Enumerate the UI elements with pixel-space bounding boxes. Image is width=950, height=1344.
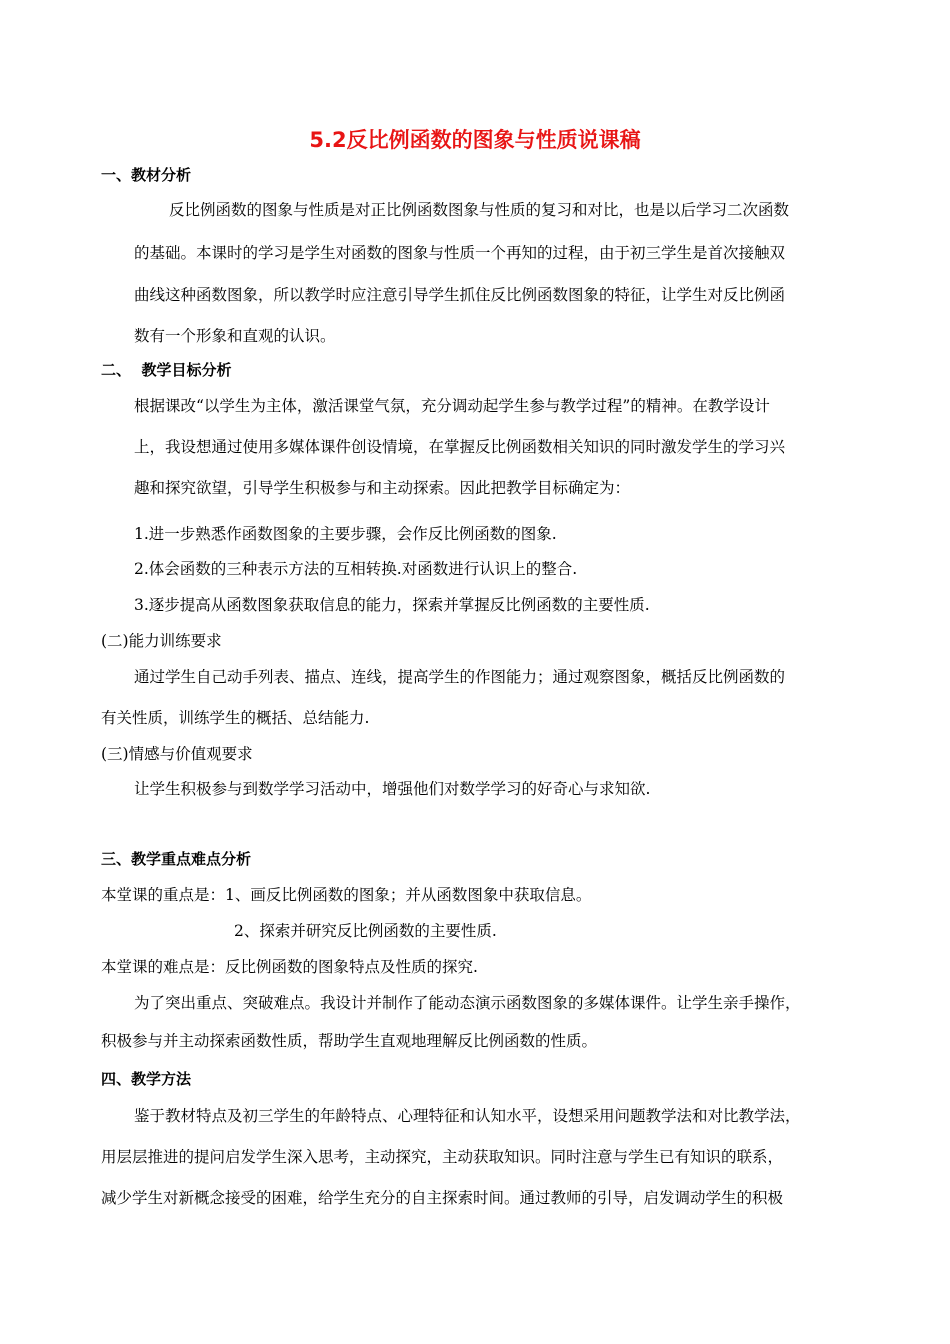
section-heading-methods: 四、教学方法 <box>101 1070 192 1088</box>
list-item: 1.进一步熟悉作函数图象的主要步骤，会作反比例函数的图象. <box>134 525 557 543</box>
paragraph-line: 鉴于教材特点及初三学生的年龄特点、心理特征和认知水平，设想采用问题教学法和对比教学法， <box>134 1107 801 1125</box>
section-heading-key-points: 三、教学重点难点分析 <box>101 850 252 868</box>
subsection-heading: (二)能力训练要求 <box>101 632 222 650</box>
paragraph-line: 有关性质，训练学生的概括、总结能力. <box>101 709 370 727</box>
section-heading-materials: 一、教材分析 <box>101 166 192 184</box>
difficulty-line: 本堂课的难点是：反比例函数的图象特点及性质的探究. <box>101 958 478 976</box>
paragraph-line: 通过学生自己动手列表、描点、连线，提高学生的作图能力；通过观察图象，概括反比例函数的 <box>134 668 786 686</box>
section-heading-objectives: 二、 教学目标分析 <box>101 361 232 379</box>
paragraph-line: 上，我设想通过使用多媒体课件创设情境，在掌握反比例函数相关知识的同时激发学生的学习兴 <box>134 438 786 456</box>
paragraph-line: 积极参与并主动探索函数性质，帮助学生直观地理解反比例函数的性质。 <box>101 1032 598 1050</box>
paragraph-line: 趣和探究欲望，引导学生积极参与和主动探索。因此把教学目标确定为： <box>134 479 631 497</box>
paragraph-line: 曲线这种函数图象，所以教学时应注意引导学生抓住反比例函数图象的特征，让学生对反比例函 <box>134 286 786 304</box>
paragraph-line: 根据课改“以学生为主体，激活课堂气氛，充分调动起学生参与教学过程”的精神。在教学设计 <box>134 397 770 415</box>
paragraph-line: 减少学生对新概念接受的困难，给学生充分的自主探索时间。通过教师的引导，启发调动学生的积极 <box>101 1189 784 1207</box>
key-point-line: 本堂课的重点是：1、画反比例函数的图象；并从函数图象中获取信息。 <box>101 886 592 904</box>
paragraph-line: 用层层推进的提问启发学生深入思考，主动探究，主动获取知识。同时注意与学生已有知识的联系， <box>101 1148 784 1166</box>
paragraph-line: 数有一个形象和直观的认识。 <box>134 327 336 345</box>
list-item: 3.逐步提高从函数图象获取信息的能力，探索并掌握反比例函数的主要性质. <box>134 596 650 614</box>
subsection-heading: (三)情感与价值观要求 <box>101 745 253 763</box>
paragraph-line: 的基础。本课时的学习是学生对函数的图象与性质一个再知的过程，由于初三学生是首次接触双 <box>134 244 786 262</box>
document-title: 5.2反比例函数的图象与性质说课稿 <box>309 128 641 152</box>
list-item: 2.体会函数的三种表示方法的互相转换.对函数进行认识上的整合. <box>134 560 578 578</box>
paragraph-line: 反比例函数的图象与性质是对正比例函数图象与性质的复习和对比，也是以后学习二次函数 <box>169 201 790 219</box>
key-point-line: 2、探索并研究反比例函数的主要性质. <box>234 922 497 940</box>
paragraph-line: 为了突出重点、突破难点。我设计并制作了能动态演示函数图象的多媒体课件。让学生亲手操作， <box>134 994 801 1012</box>
paragraph-line: 让学生积极参与到数学学习活动中，增强他们对数学学习的好奇心与求知欲. <box>134 780 651 798</box>
